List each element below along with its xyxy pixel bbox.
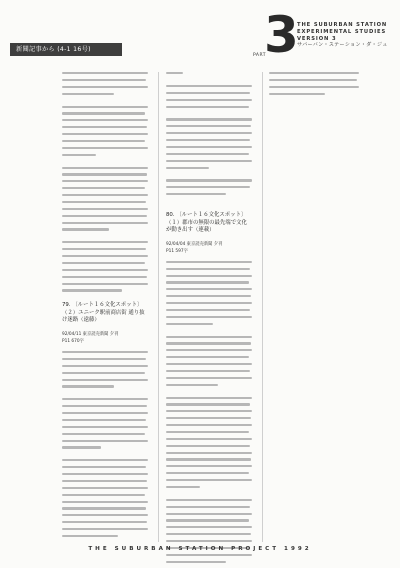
series-title-line: VERSION 3: [297, 35, 337, 42]
text-column-3: [269, 72, 359, 100]
article-subtitle: （２）ユニーク駅前商店街 通り抜け迷路（遠藤）: [62, 309, 145, 324]
article-page: P11 670字: [62, 339, 84, 345]
body-text-block: [62, 351, 148, 537]
article-date: 92/04/11 東京読売新聞 夕刊: [62, 332, 119, 338]
text-column-2: [166, 72, 252, 568]
part-number: 3: [264, 6, 299, 64]
series-header: [297, 22, 389, 49]
body-text-block: [269, 72, 359, 95]
article-page: P11 597字: [166, 248, 188, 254]
column-divider: [262, 72, 263, 542]
article-title: 80. 〔ルート１６文化スポット〕: [166, 212, 247, 218]
text-column-1: [62, 72, 148, 542]
series-subtitle: サバーバン・ステーション・ダ・ジュ: [297, 42, 388, 49]
column-divider: [158, 72, 159, 542]
article-subtitle: （１）郡市の無限の最先端で文化が動き出す（連載）: [166, 219, 247, 234]
series-title-line: THE SUBURBAN STATION: [297, 22, 388, 28]
section-tab: 新聞記事から (4-1 16号): [10, 43, 122, 56]
article-title: 79. 〔ルート１６文化スポット〕: [62, 302, 143, 309]
article-date: 92/04/04 東京読売新聞 夕刊: [166, 241, 223, 247]
footer-text: THE SUBURBAN STATION PROJECT 1992: [88, 546, 312, 552]
series-title-line: EXPERIMENTAL STUDIES: [297, 28, 387, 35]
body-text-block: [166, 72, 252, 195]
body-text-block: [166, 261, 252, 563]
part-label: PART: [253, 53, 267, 58]
body-text-block: [62, 72, 148, 292]
